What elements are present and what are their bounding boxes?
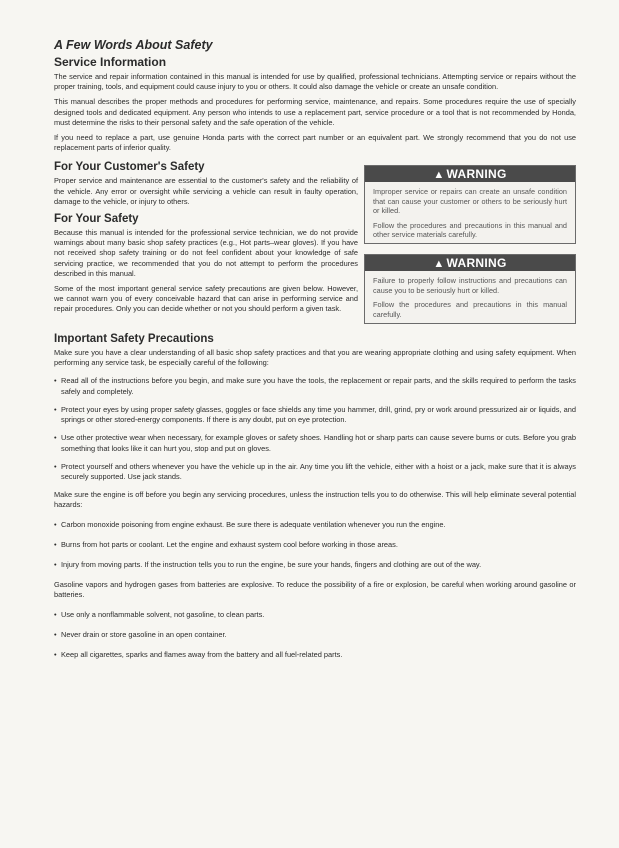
list-item-text: Keep all cigarettes, sparks and flames away from the battery and all fuel-related parts. [61, 649, 343, 659]
list-item-text: Protect yourself and others whenever you have the vehicle up in the air. Any time you lift the vehicle, either with a hoist or a jack, make sure that it is always securely supported. Use jack stands. [61, 461, 576, 481]
precautions-intro: Make sure you have a clear understanding of all basic shop safety practices and that you are wearing appropriate clothing and using safety equipment. When performing any service task, be especially careful of the following: [54, 348, 576, 368]
precautions-heading: Important Safety Precautions [54, 333, 214, 346]
list-item-text: Carbon monoxide poisoning from engine exhaust. Be sure there is adequate ventilation whenever you run the engine. [61, 519, 446, 529]
page-title: A Few Words About Safety [54, 38, 213, 52]
left-column [54, 158, 358, 330]
warning-header [365, 255, 575, 271]
warning-box-customer [364, 165, 576, 244]
customer-safety-paragraph: Proper service and maintenance are essential to the customer's safety and the reliability of the vehicle. Any error or oversight while servicing a vehicle can result in faulty operation, damage to the vehicle, or injury to others. [54, 176, 358, 206]
customer-safety-heading: For Your Customer's Safety [54, 161, 205, 174]
warning-triangle-icon: ▲ [433, 258, 445, 271]
gasoline-note: Gasoline vapors and hydrogen gases from batteries are explosive. To reduce the possibility of a fire or explosion, be careful when working around gasoline or batteries. [54, 580, 576, 600]
engine-off-note: Make sure the engine is off before you begin any servicing procedures, unless the instruction tells you to do otherwise. This will help eliminate several potential hazards: [54, 490, 576, 510]
warning-triangle-icon: ▲ [433, 169, 445, 182]
warning-label: WARNING [446, 256, 507, 271]
warning-box-technician [364, 254, 576, 324]
service-information-heading: Service Information [54, 55, 167, 69]
bullet-icon: • [54, 461, 57, 471]
warning-text: Follow the procedures and precautions in this manual carefully. [373, 300, 567, 319]
your-safety-heading: For Your Safety [54, 213, 139, 226]
list-item [54, 560, 576, 570]
bullet-icon: • [54, 629, 57, 639]
service-paragraph-1: The service and repair information contained in this manual is intended for use by qualified, professional technicians. Attempting service or repairs without the proper training, tools, and equipment could cause injury to you or others. It could also damage the vehicle or create an unsafe condition. [54, 72, 576, 92]
bullet-icon: • [54, 376, 57, 386]
bullet-icon: • [54, 539, 57, 549]
list-item-text: Injury from moving parts. If the instruction tells you to run the engine, be sure your hands, fingers and clothing are out of the way. [61, 559, 482, 569]
list-item [54, 520, 576, 530]
warning-text: Failure to properly follow instructions and precautions can cause you to be seriously hurt or killed. [373, 276, 567, 295]
list-item-text: Burns from hot parts or coolant. Let the engine and exhaust system cool before working in those areas. [61, 539, 398, 549]
your-safety-paragraph-2: Some of the most important general service safety precautions are given below. However, we cannot warn you of every conceivable hazard that can arise in performing service and repair procedures. Only you can decide whether or not you should perform a given task. [54, 284, 358, 314]
warning-header [365, 166, 575, 182]
warning-text: Improper service or repairs can create an unsafe condition that can cause your customer or others to be seriously hurt or killed. [373, 187, 567, 216]
list-item-text: Use only a nonflammable solvent, not gasoline, to clean parts. [61, 609, 265, 619]
list-item [54, 540, 576, 550]
service-paragraph-2: This manual describes the proper methods and procedures for performing service, maintenance, and repairs. Some procedures require the use of specially designed tools and dedicated equipment. Any person who intends to use a replacement part, service procedure or a tool that is not recommended by Honda, must determine the risks to their personal safety and the safe operation of the vehicle. [54, 97, 576, 127]
warning-body [365, 271, 575, 323]
list-item [54, 405, 576, 425]
service-paragraph-3: If you need to replace a part, use genuine Honda parts with the correct part number or an equivalent part. We strongly recommend that you do not use replacement parts of inferior quality. [54, 133, 576, 153]
your-safety-paragraph-1: Because this manual is intended for the professional service technician, we do not provide warnings about many basic shop safety practices (e.g., Hot parts–wear gloves). If you have not received shop safety training or do not feel confident about your knowledge of safe servicing practice, we recommended that you do not attempt to perform the procedures described in this manual. [54, 228, 358, 278]
bullet-icon: • [54, 559, 57, 569]
bullet-icon: • [54, 649, 57, 659]
warning-text: Follow the procedures and precautions in this manual and other service materials carefully. [373, 220, 567, 240]
list-item [54, 462, 576, 482]
list-item [54, 376, 576, 396]
bullet-icon: • [54, 404, 57, 414]
page-content [54, 38, 576, 670]
bullet-icon: • [54, 433, 57, 443]
list-item [54, 610, 576, 620]
warning-body [365, 182, 575, 243]
list-item-text: Read all of the instructions before you begin, and make sure you have the tools, the replacement or repair parts, and the skills required to perform the tasks safely and completely. [61, 376, 576, 396]
list-item-text: Protect your eyes by using proper safety glasses, goggles or face shields any time you hammer, drill, grind, pry or work around pressurized air or liquids, and springs or other stored-energy components. If there is any doubt, put on eye protection. [61, 404, 576, 425]
list-item-text: Use other protective wear when necessary, for example gloves or safety shoes. Handling hot or sharp parts can cause severe burns or cuts. Before you grab something that looks like it can hurt you, stop and put on gloves. [61, 433, 576, 453]
list-item [54, 433, 576, 453]
list-item [54, 630, 576, 640]
warning-label: WARNING [446, 167, 507, 182]
list-item [54, 650, 576, 660]
safety-columns [54, 158, 576, 330]
bullet-icon: • [54, 609, 57, 619]
list-item-text: Never drain or store gasoline in an open container. [61, 629, 227, 639]
bullet-icon: • [54, 519, 57, 529]
right-column [364, 158, 576, 330]
